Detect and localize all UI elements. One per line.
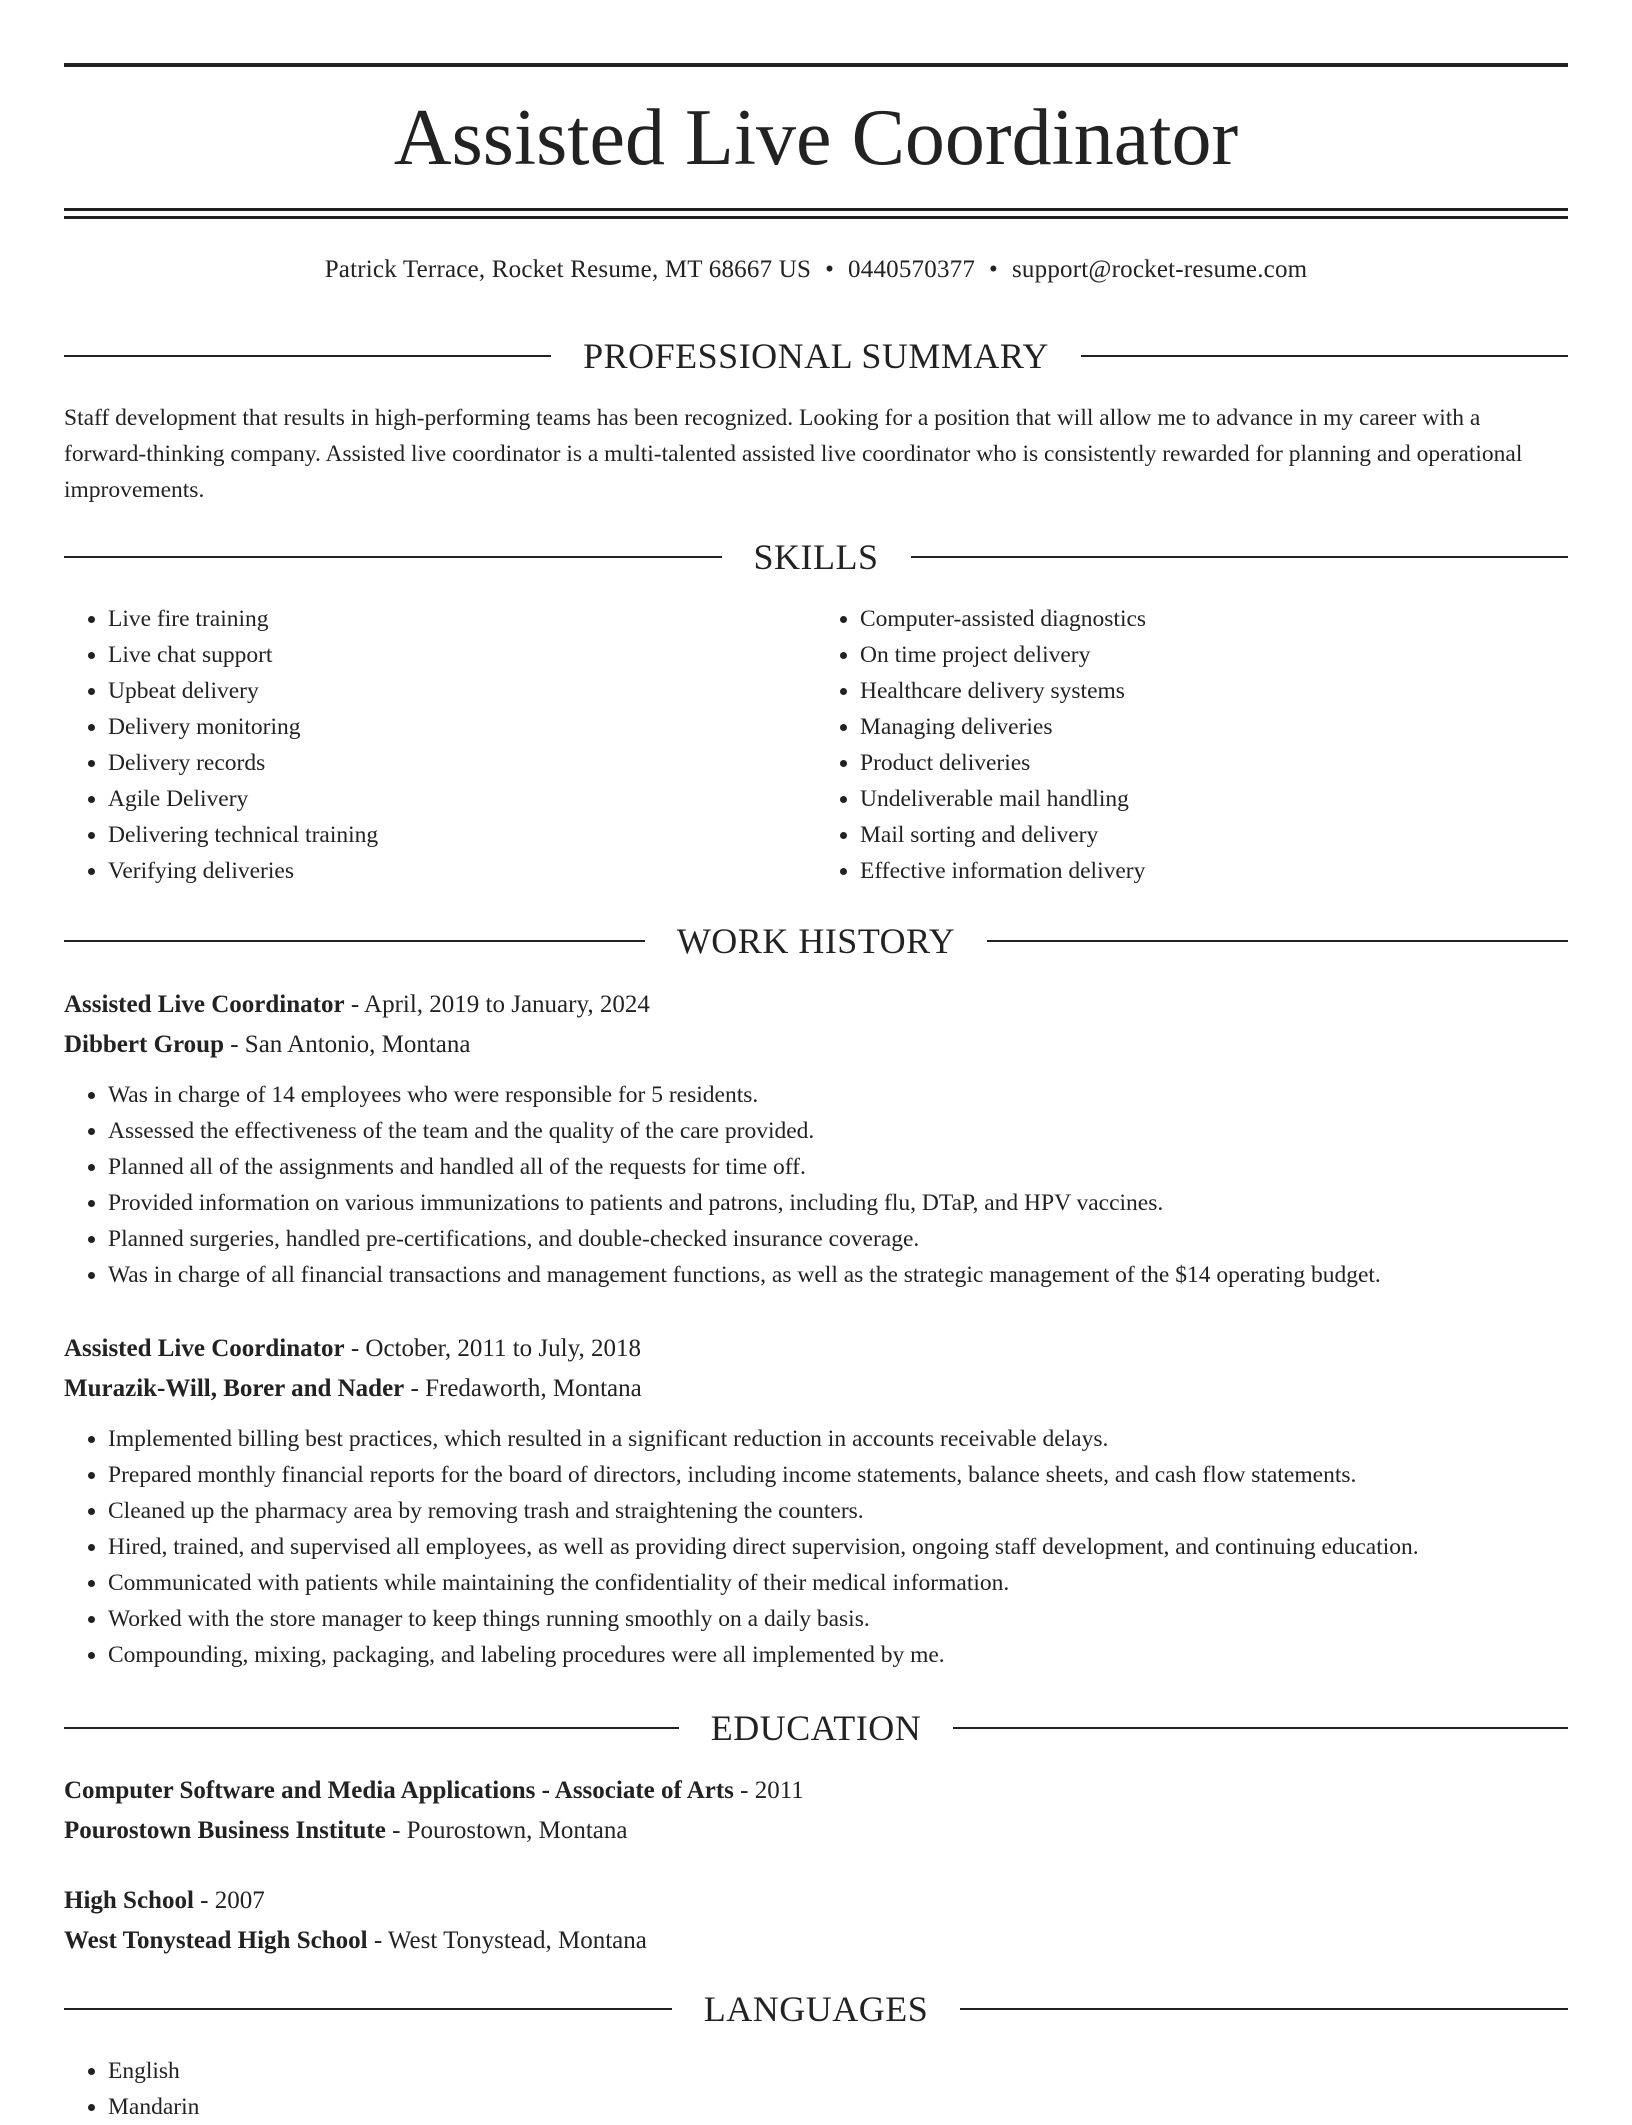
- education-entry: [64, 1881, 1568, 1961]
- languages-heading-label: LANGUAGES: [703, 1989, 929, 2029]
- contact-phone: 0440570377: [848, 256, 976, 283]
- job-bullets: [64, 1421, 1568, 1673]
- job-title: Assisted Live Coordinator: [64, 991, 345, 1018]
- job-bullet: • Provided information on various immunizations to patients and patrons, including flu, DTaP, and HPV vaccines.: [108, 1185, 1568, 1221]
- job-bullets: [64, 1077, 1568, 1293]
- skill-item: • On time project delivery: [860, 637, 1568, 673]
- skills-list: [64, 601, 1568, 889]
- skill-item: • Delivery monitoring: [108, 709, 816, 745]
- job-bullet: • Implemented billing best practices, which resulted in a significant reduction in accounts receivable delays.: [108, 1421, 1568, 1457]
- skill-item: • Delivery records: [108, 745, 816, 781]
- summary-text: Staff development that results in high-performing teams has been recognized. Looking for a position that will allow me to advance in my career with a forward-thinking company. Assisted live coordinator is a multi-talented assisted live coordinator who is consistently rewarded for planning and operational improvements.: [64, 405, 1523, 503]
- heading-rule: [911, 556, 1569, 558]
- job-bullet: • Prepared monthly financial reports for the board of directors, including income statements, balance sheets, and cash flow statements.: [108, 1457, 1568, 1493]
- job-bullet: • Planned all of the assignments and handled all of the requests for time off.: [108, 1149, 1568, 1185]
- education-entry: [64, 1771, 1568, 1851]
- resume-title: Assisted Live Coordinator: [393, 94, 1239, 182]
- skill-item: • Live chat support: [108, 637, 816, 673]
- job-bullet: • Was in charge of all financial transactions and management functions, as well as the strategic management of the $14 operating budget.: [108, 1257, 1568, 1293]
- top-rule: [64, 63, 1568, 67]
- languages-heading: [64, 1987, 1568, 2031]
- heading-rule: [953, 1727, 1568, 1729]
- education-school-line: [64, 1921, 1568, 1961]
- summary-heading: [64, 334, 1568, 378]
- job-bullet: • Hired, trained, and supervised all employees, as well as providing direct supervision, ongoing staff development, and continuing education.: [108, 1529, 1568, 1565]
- contact-separator: •: [989, 256, 998, 283]
- work-heading-label: WORK HISTORY: [676, 921, 956, 961]
- languages-bullets: [64, 2053, 1568, 2125]
- heading-rule: [64, 556, 722, 558]
- job-title-line: [64, 985, 1568, 1025]
- skill-item: • Live fire training: [108, 601, 816, 637]
- heading-rule: [960, 2008, 1568, 2010]
- education-degree-line: [64, 1771, 1568, 1811]
- education-location: - Pourostown, Montana: [385, 1817, 628, 1844]
- heading-rule: [1081, 355, 1568, 357]
- job-title-line: [64, 1329, 1568, 1369]
- job-bullet: • Planned surgeries, handled pre-certifications, and double-checked insurance coverage.: [108, 1221, 1568, 1257]
- education-heading-label: EDUCATION: [710, 1708, 922, 1748]
- education-degree-line: [64, 1881, 1568, 1921]
- skill-item: • Delivering technical training: [108, 817, 816, 853]
- language-item: • Mandarin: [108, 2089, 1568, 2125]
- contact-info: [64, 252, 1568, 288]
- skill-item: • Healthcare delivery systems: [860, 673, 1568, 709]
- job-entry: [64, 985, 1568, 1293]
- job-company-line: [64, 1025, 1568, 1065]
- title-double-rule: [64, 208, 1568, 219]
- education-school-line: [64, 1811, 1568, 1851]
- job-location: - Fredaworth, Montana: [404, 1375, 642, 1402]
- job-company: Murazik-Will, Borer and Nader: [64, 1375, 405, 1402]
- skill-item: • Upbeat delivery: [108, 673, 816, 709]
- skill-item: • Agile Delivery: [108, 781, 816, 817]
- heading-rule: [64, 940, 645, 942]
- education-location: - West Tonystead, Montana: [367, 1927, 647, 1954]
- heading-rule: [64, 2008, 672, 2010]
- language-item: • English: [108, 2053, 1568, 2089]
- skill-item: • Mail sorting and delivery: [860, 817, 1568, 853]
- job-bullet: • Compounding, mixing, packaging, and labeling procedures were all implemented by me.: [108, 1637, 1568, 1673]
- skill-item: • Effective information delivery: [860, 853, 1568, 889]
- education-school: West Tonystead High School: [64, 1927, 368, 1954]
- skills-column-left: [64, 601, 816, 889]
- languages-list: [64, 2053, 1568, 2125]
- job-company: Dibbert Group: [64, 1031, 224, 1058]
- education-school: Pourostown Business Institute: [64, 1817, 386, 1844]
- skill-item: • Undeliverable mail handling: [860, 781, 1568, 817]
- contact-separator: •: [825, 256, 835, 283]
- job-location: - San Antonio, Montana: [223, 1031, 471, 1058]
- education-degree: High School: [64, 1887, 194, 1914]
- job-dates: - April, 2019 to January, 2024: [344, 991, 650, 1018]
- job-bullet: • Worked with the store manager to keep things running smoothly on a daily basis.: [108, 1601, 1568, 1637]
- job-bullet: • Communicated with patients while maintaining the confidentiality of their medical information.: [108, 1565, 1568, 1601]
- heading-rule: [64, 355, 551, 357]
- job-entry: [64, 1329, 1568, 1673]
- contact-address: Patrick Terrace, Rocket Resume, MT 68667 US: [324, 256, 812, 283]
- education-year: - 2007: [193, 1887, 265, 1914]
- job-company-line: [64, 1369, 1568, 1409]
- education-heading: [64, 1706, 1568, 1750]
- education-degree: Computer Software and Media Applications - Associate of Arts: [64, 1777, 734, 1804]
- skill-item: • Product deliveries: [860, 745, 1568, 781]
- heading-rule: [987, 940, 1568, 942]
- skill-item: • Verifying deliveries: [108, 853, 816, 889]
- work-heading: [64, 919, 1568, 963]
- job-bullet: • Assessed the effectiveness of the team and the quality of the care provided.: [108, 1113, 1568, 1149]
- education-year: - 2011: [733, 1777, 804, 1804]
- contact-email: support@rocket-resume.com: [1012, 256, 1308, 283]
- heading-rule: [64, 1727, 679, 1729]
- skills-heading: [64, 535, 1568, 579]
- job-title: Assisted Live Coordinator: [64, 1335, 345, 1362]
- summary-heading-label: PROFESSIONAL SUMMARY: [583, 336, 1049, 376]
- job-dates: - October, 2011 to July, 2018: [344, 1335, 641, 1362]
- job-bullet: • Cleaned up the pharmacy area by removing trash and straightening the counters.: [108, 1493, 1568, 1529]
- job-bullet: • Was in charge of 14 employees who were responsible for 5 residents.: [108, 1077, 1568, 1113]
- skill-item: • Managing deliveries: [860, 709, 1568, 745]
- skills-column-right: [816, 601, 1568, 889]
- skills-heading-label: SKILLS: [753, 537, 879, 577]
- skill-item: • Computer-assisted diagnostics: [860, 601, 1568, 637]
